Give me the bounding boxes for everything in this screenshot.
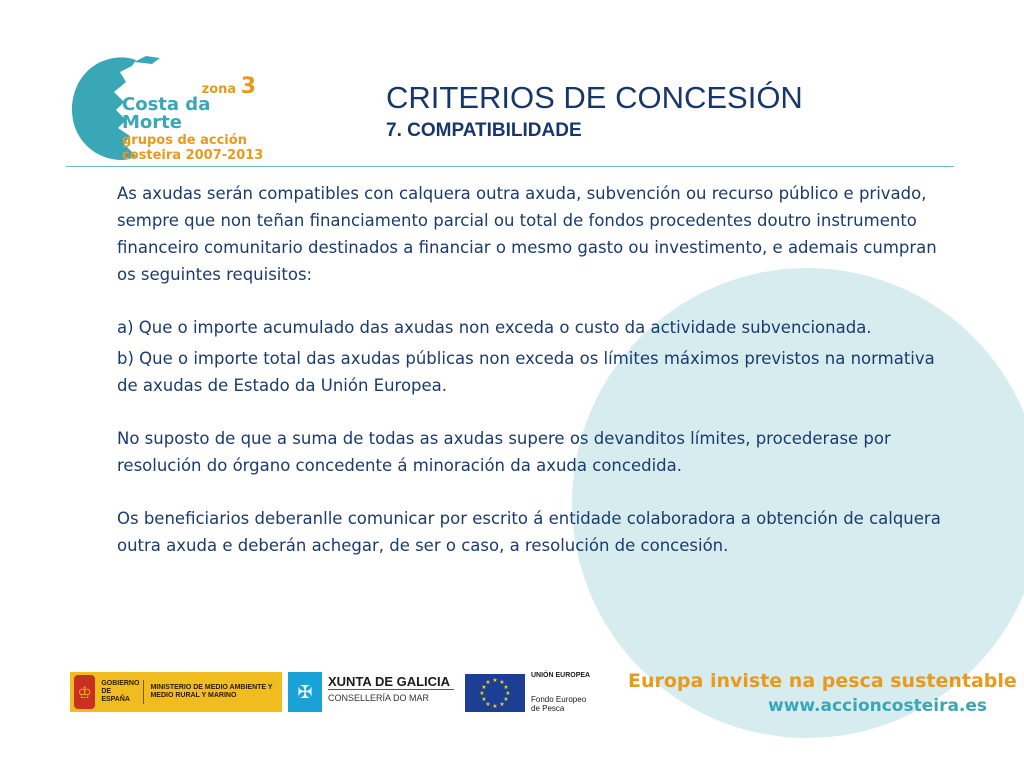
report-paragraph: Os beneficiarios deberanlle comunicar por escrito á entidade colaboradora a obtención de calquera outra axuda e deberán achegar, de ser o caso, a resolución de concesión. bbox=[117, 509, 941, 555]
slogan: Europa inviste na pesca sustentable bbox=[628, 670, 1017, 692]
gov-label: GOBIERNO DE ESPAÑA bbox=[101, 680, 144, 704]
svg-text:★: ★ bbox=[503, 684, 509, 691]
xunta-crest-icon: ✠ bbox=[288, 672, 322, 712]
svg-text:★: ★ bbox=[499, 701, 505, 708]
svg-text:★: ★ bbox=[485, 679, 491, 686]
logo-line1: grupos de acción bbox=[122, 133, 247, 148]
page-title: CRITERIOS DE CONCESIÓN bbox=[386, 80, 803, 115]
main-content bbox=[117, 180, 947, 559]
requirement-a: a) Que o importe acumulado das axudas non exceda o custo da actividade subvencionada. bbox=[117, 318, 872, 337]
svg-text:★: ★ bbox=[485, 701, 491, 708]
costa-da-morte-logo-text bbox=[122, 76, 272, 162]
eu-name: UNIÓN EUROPEA bbox=[531, 672, 591, 679]
svg-text:★: ★ bbox=[503, 696, 509, 703]
svg-text:★: ★ bbox=[492, 703, 498, 710]
eu-flag-icon bbox=[465, 674, 525, 712]
website-url: www.accioncosteira.es bbox=[768, 696, 988, 716]
requirement-b: b) Que o importe total das axudas públicas non exceda os límites máximos previstos na normativa de axudas de Estado da Unión Europea. bbox=[117, 349, 935, 395]
header-divider bbox=[66, 166, 954, 167]
ministry-label: MINISTERIO DE MEDIO AMBIENTE Y MEDIO RURAL Y MARINO bbox=[150, 684, 273, 699]
svg-text:★: ★ bbox=[505, 690, 511, 697]
svg-text:★: ★ bbox=[481, 684, 487, 691]
exceed-paragraph: No suposto de que a suma de todas as axudas supere os devanditos límites, procederase por resolución do órgano concedente á minoración da axuda concedida. bbox=[117, 429, 891, 475]
svg-text:★: ★ bbox=[499, 679, 505, 686]
svg-text:★: ★ bbox=[492, 677, 498, 684]
xunta-name: XUNTA DE GALICIA bbox=[328, 674, 454, 690]
sponsor-footer bbox=[0, 668, 1024, 728]
ministry-logo bbox=[70, 672, 282, 712]
logo-line2: costeira 2007-2013 bbox=[122, 148, 264, 163]
spain-crest-icon: ♔ bbox=[74, 675, 95, 709]
intro-paragraph: As axudas serán compatibles con calquera outra axuda, subvención ou recurso público e privado, sempre que non teñan financiamento parcial ou total de fondos procedentes doutro instrumento financeiro comunitario destinados a financiar o mesmo gasto ou investimento, e ademais cumpran os seguintes requisitos: bbox=[117, 184, 937, 284]
logo-zona-number: 3 bbox=[240, 74, 256, 99]
svg-text:★: ★ bbox=[481, 696, 487, 703]
xunta-dept: CONSELLERÍA DO MAR bbox=[328, 693, 430, 703]
svg-text:★: ★ bbox=[479, 690, 485, 697]
logo-name: Costa da Morte bbox=[122, 94, 211, 133]
page-subtitle: 7. COMPATIBILIDADE bbox=[386, 120, 582, 141]
logo-zona-word: zona bbox=[201, 82, 237, 97]
eu-fund: Fondo Europeo de Pesca bbox=[531, 695, 587, 713]
